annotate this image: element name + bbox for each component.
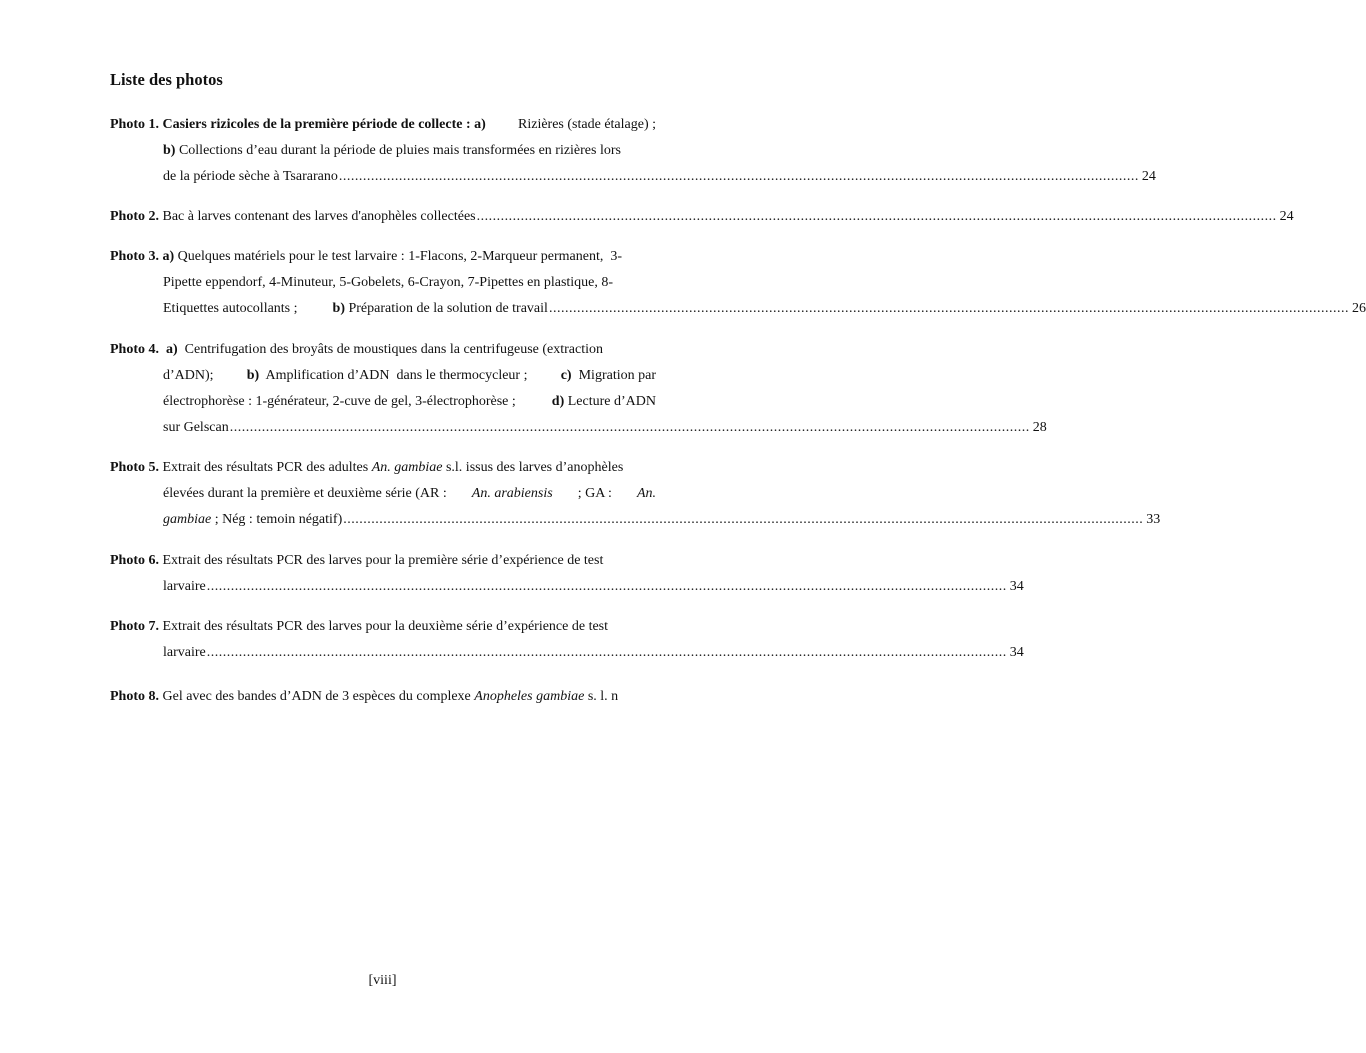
entry-text: Collections d’eau durant la période de pluies mais transformées en rizières lors xyxy=(178,143,621,158)
species-name: An. xyxy=(636,486,656,501)
photo-entry-3 xyxy=(110,244,1366,322)
entry-line xyxy=(110,455,656,481)
entry-text: d’ADN); xyxy=(163,368,214,383)
leader-dots: ........................................................................................................................................................................................................ xyxy=(548,301,1349,316)
photo-label: Photo 2. xyxy=(110,209,159,224)
sub-label: d) xyxy=(551,394,565,409)
leader-dots: ........................................................................................................................................................................................................ xyxy=(229,420,1030,435)
photo-label: Photo 1. xyxy=(110,117,159,132)
photo-entry-5 xyxy=(110,455,1161,533)
species-name: gambiae xyxy=(163,512,212,527)
species-name: An. gambiae xyxy=(371,460,443,475)
entry-line xyxy=(110,337,656,363)
entry-line xyxy=(110,244,656,270)
entry-text: Migration par xyxy=(578,368,656,383)
photo-label: Photo 8. xyxy=(110,689,159,704)
entry-text: électrophorèse : 1-générateur, 2-cuve de gel, 3-électrophorèse ; xyxy=(163,394,516,409)
entry-text: Quelques matériels pour le test larvaire : 1-Flacons, 2-Marqueur permanent, 3- xyxy=(177,249,623,264)
page-number: 28 xyxy=(1032,420,1047,435)
entry-line-leader[interactable] xyxy=(110,204,1294,230)
entry-text: Pipette eppendorf, 4-Minuteur, 5-Gobelets, 6-Crayon, 7-Pipettes en plastique, 8- xyxy=(163,275,614,290)
photo-entry-7 xyxy=(110,614,1024,666)
entry-text: ; Nég : temoin négatif) xyxy=(214,512,343,527)
entry-line xyxy=(110,112,656,138)
page-title: Liste des photos xyxy=(110,70,223,89)
photo-entry-8 xyxy=(110,684,656,710)
page-number: 26 xyxy=(1351,301,1366,316)
entry-line xyxy=(110,684,656,710)
entry-text: de la période sèche à Tsararano xyxy=(163,169,338,184)
leader-dots: ........................................................................................................................................................................................................ xyxy=(338,169,1139,184)
entry-text: s.l. issus des larves d’anophèles xyxy=(445,460,624,475)
sub-label: b) xyxy=(163,143,176,158)
sub-label: b) xyxy=(332,301,345,316)
entry-line xyxy=(163,389,656,415)
entry-line xyxy=(110,548,656,574)
entry-text: s. l. n xyxy=(587,689,619,704)
sub-label: a) xyxy=(162,249,175,264)
leader-dots: ........................................................................................................................................................................................................ xyxy=(476,209,1277,224)
species-name: An. arabiensis xyxy=(471,486,553,501)
entry-text: Extrait des résultats PCR des larves pour la première série d’expérience de test xyxy=(162,553,604,568)
photo-label: Photo 4. xyxy=(110,342,159,357)
entry-text: Lecture d’ADN xyxy=(567,394,656,409)
sub-label: c) xyxy=(560,368,572,383)
photo-entry-1 xyxy=(110,112,1156,190)
entry-line-leader[interactable] xyxy=(163,507,1161,533)
entry-text: Extrait des résultats PCR des larves pour la deuxième série d’expérience de test xyxy=(162,619,609,634)
entry-text: sur Gelscan xyxy=(163,420,229,435)
photo-entry-6 xyxy=(110,548,1024,600)
page-number: 34 xyxy=(1009,645,1024,660)
photo-label: Photo 5. xyxy=(110,460,159,475)
entry-text: Rizières (stade étalage) ; xyxy=(518,117,656,132)
entry-line-leader[interactable] xyxy=(163,574,1024,600)
entry-line-leader[interactable] xyxy=(163,640,1024,666)
entry-text: ; GA : xyxy=(577,486,612,501)
entry-text: Extrait des résultats PCR des adultes xyxy=(162,460,369,475)
entry-text: Amplification d’ADN dans le thermocycleur ; xyxy=(265,368,528,383)
entry-text: Préparation de la solution de travail xyxy=(348,301,548,316)
photo-label: Photo 7. xyxy=(110,619,159,634)
entry-text: larvaire xyxy=(163,645,206,660)
photo-label: Photo 6. xyxy=(110,553,159,568)
leader-dots: ........................................................................................................................................................................................................ xyxy=(206,579,1007,594)
leader-dots: ........................................................................................................................................................................................................ xyxy=(343,512,1144,527)
entry-line xyxy=(163,138,656,164)
page-number: 24 xyxy=(1279,209,1294,224)
entry-line xyxy=(163,481,656,507)
entry-text: larvaire xyxy=(163,579,206,594)
photo-label: Photo 3. xyxy=(110,249,159,264)
sub-label: b) xyxy=(246,368,260,383)
species-name: Anopheles gambiae xyxy=(474,689,585,704)
entry-line xyxy=(163,363,656,389)
photo-entry-4 xyxy=(110,337,1047,441)
entry-text: Etiquettes autocollants ; xyxy=(163,301,298,316)
page-number: 33 xyxy=(1146,512,1161,527)
page-number: 34 xyxy=(1009,579,1024,594)
entry-line xyxy=(110,614,656,640)
entry-text: élevées durant la première et deuxième série (AR : xyxy=(163,486,447,501)
photo-entry-2 xyxy=(110,204,1294,230)
entry-line-leader[interactable] xyxy=(163,164,1156,190)
entry-text: Bac à larves contenant des larves d'anophèles collectées xyxy=(162,209,476,224)
entry-line-leader[interactable] xyxy=(163,415,1047,441)
entry-title-bold: Casiers rizicoles de la première période de collecte : a) xyxy=(162,117,486,132)
page-footer-number: [viii] xyxy=(368,973,397,988)
page-number: 24 xyxy=(1141,169,1156,184)
entry-text: Gel avec des bandes d’ADN de 3 espèces du complexe xyxy=(162,689,471,704)
entry-line-leader[interactable] xyxy=(163,296,1366,322)
sub-label: a) xyxy=(166,342,178,357)
leader-dots: ........................................................................................................................................................................................................ xyxy=(206,645,1007,660)
entry-text: Centrifugation des broyâts de moustiques dans la centrifugeuse (extraction xyxy=(184,342,603,357)
entry-line xyxy=(163,270,656,296)
